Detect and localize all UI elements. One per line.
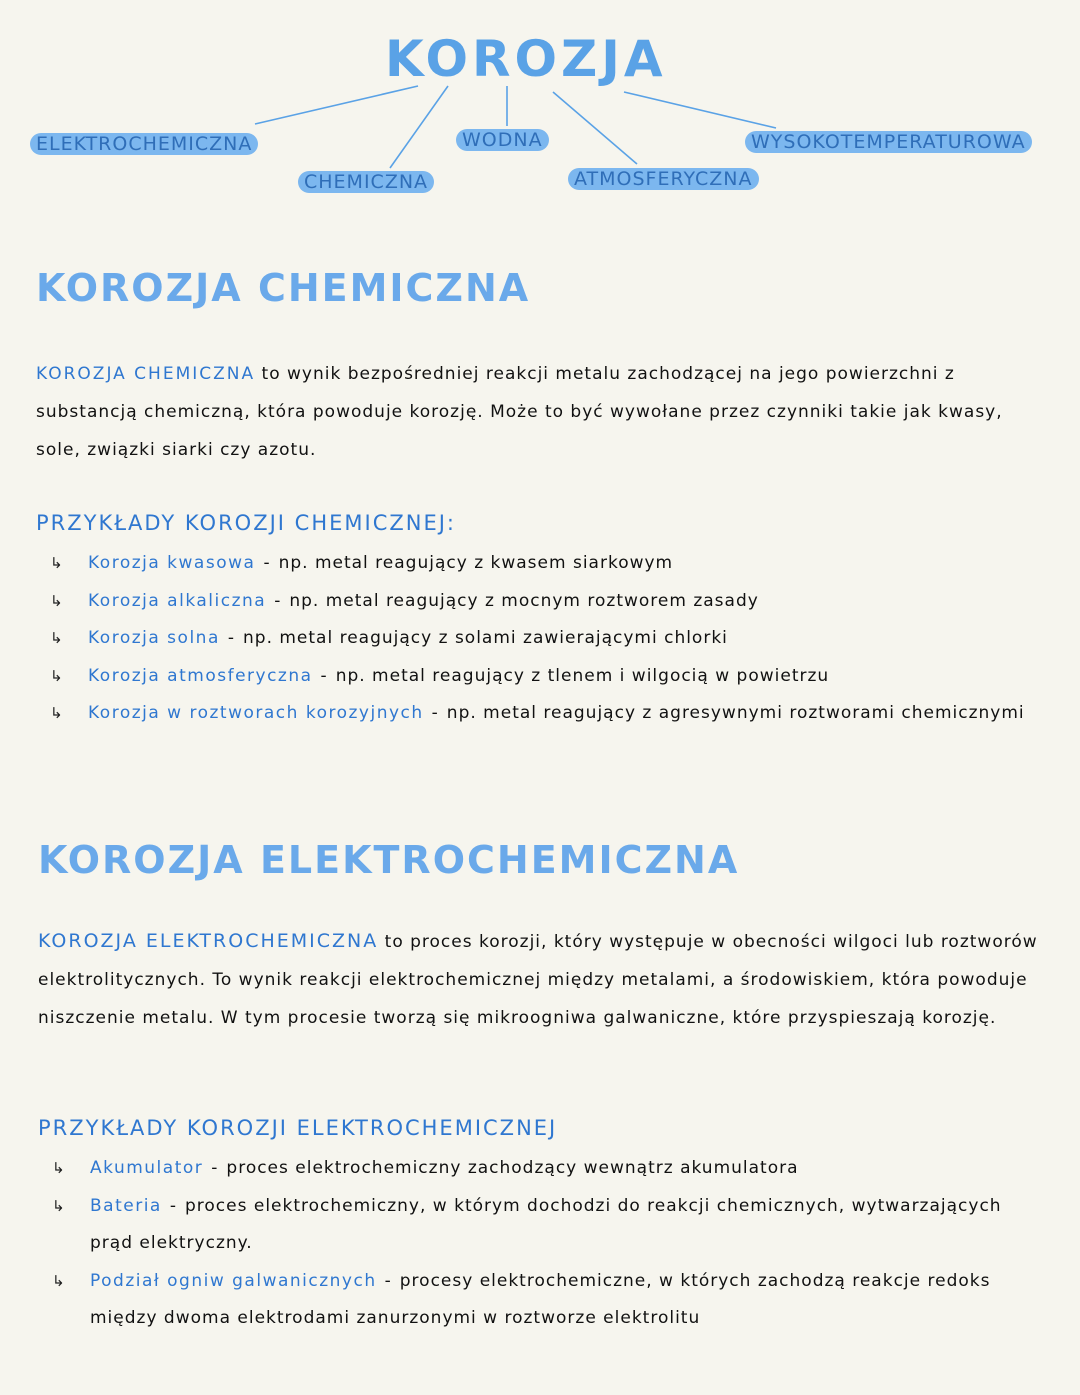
example-desc: procesy elektrochemiczne, w których zachodzą reakcje redoks między dwoma elektrodami zanurzonymi w roztworze elektrolitu [90,1270,991,1328]
connector-elektrochemiczna [255,86,418,124]
arrow-icon: ↳ [50,591,64,610]
electrochemical-definition-text: to proces korozji, który występuje w obecności wilgoci lub roztworów elektrolitycznych. To wynik reakcji elektrochemicznej między metalami, a środowiskiem, która powoduje niszczenie metalu. W tym procesie tworzą się mikroogniwa galwaniczne, które przyspieszają korozję. [38,932,1038,1028]
electrochemical-title: KOROZJA ELEKTROCHEMICZNA [38,838,740,882]
example-term: Podział ogniw galwanicznych [90,1270,377,1291]
example-term: Korozja alkaliczna [88,590,267,611]
connector-atmosferyczna [553,92,637,164]
branch-atmosferyczna: ATMOSFERYCZNA [568,168,759,190]
list-item: ↳ Bateria - proces elektrochemiczny, w którym dochodzi do reakcji chemicznych, wytwarzających prąd elektryczny. [38,1188,1048,1263]
example-desc: proces elektrochemiczny zachodzący wewnątrz akumulatora [226,1158,799,1178]
example-term: Korozja solna [88,628,220,648]
mindmap-title: KOROZJA [385,30,667,88]
chemical-examples-title: PRZYKŁADY KOROZJI CHEMICZNEJ: [36,511,456,535]
list-item: ↳ Akumulator - proces elektrochemiczny zachodzący wewnątrz akumulatora [38,1150,1048,1188]
arrow-icon: ↳ [50,704,64,722]
example-term: Korozja kwasowa [88,553,256,573]
connector-wysokotemperaturowa [624,92,776,128]
example-desc: proces elektrochemiczny, w którym dochodzi do reakcji chemicznych, wytwarzających prąd elektryczny. [90,1195,1002,1253]
arrow-icon: ↳ [50,554,64,572]
arrow-icon: ↳ [52,1159,66,1177]
electrochemical-examples-list [38,1150,1048,1338]
list-item: ↳ Korozja alkaliczna - np. metal reagujący z mocnym roztworem zasady [36,583,1046,621]
arrow-icon: ↳ [52,1196,66,1215]
electrochemical-examples-title: PRZYKŁADY KOROZJI ELEKTROCHEMICZNEJ [38,1116,558,1140]
chemical-definition-keyword: KOROZJA CHEMICZNA [36,364,256,384]
chemical-definition [36,355,1036,469]
chemical-definition-text: to wynik bezpośredniej reakcji metalu zachodzącej na jego powierzchni z substancją chemiczną, która powoduje korozję. Może to być wywołane przez czynniki takie jak kwasy, sole, związki siarki czy azotu. [36,364,1003,460]
example-desc: np. metal reagujący z mocnym roztworem zasady [289,590,759,611]
electrochemical-definition [38,922,1048,1037]
arrow-icon: ↳ [50,629,64,647]
connector-chemiczna [390,86,448,168]
branch-wysokotemperaturowa: WYSOKOTEMPERATUROWA [745,131,1032,153]
example-desc: np. metal reagujący z tlenem i wilgocią w powietrzu [335,665,830,686]
list-item: ↳ Korozja w roztworach korozyjnych - np. metal reagujący z agresywnymi roztworami chemicznymi [36,695,1046,733]
branch-chemiczna: CHEMICZNA [298,171,434,193]
example-desc: np. metal reagujący z kwasem siarkowym [278,553,674,573]
list-item: ↳ Podział ogniw galwanicznych - procesy elektrochemiczne, w których zachodzą reakcje redoks między dwoma elektrodami zanurzonymi w roztworze elektrolitu [38,1263,1048,1338]
list-item: ↳ Korozja atmosferyczna - np. metal reagujący z tlenem i wilgocią w powietrzu [36,658,1046,696]
example-term: Bateria [90,1195,162,1216]
branch-elektrochemiczna: ELEKTROCHEMICZNA [30,133,258,155]
list-item: ↳ Korozja kwasowa - np. metal reagujący z kwasem siarkowym [36,545,1046,583]
branch-wodna: WODNA [456,129,549,151]
example-term: Korozja w roztworach korozyjnych [88,703,424,723]
chemical-examples-list [36,545,1046,733]
example-term: Akumulator [90,1158,204,1178]
example-desc: np. metal reagujący z agresywnymi roztworami chemicznymi [446,703,1025,723]
example-desc: np. metal reagujący z solami zawierającymi chlorki [243,628,728,648]
example-term: Korozja atmosferyczna [88,665,313,686]
arrow-icon: ↳ [52,1271,66,1290]
arrow-icon: ↳ [50,666,64,685]
list-item: ↳ Korozja solna - np. metal reagujący z solami zawierającymi chlorki [36,620,1046,658]
chemical-title: KOROZJA CHEMICZNA [36,266,531,310]
electrochemical-definition-keyword: KOROZJA ELEKTROCHEMICZNA [38,930,379,952]
